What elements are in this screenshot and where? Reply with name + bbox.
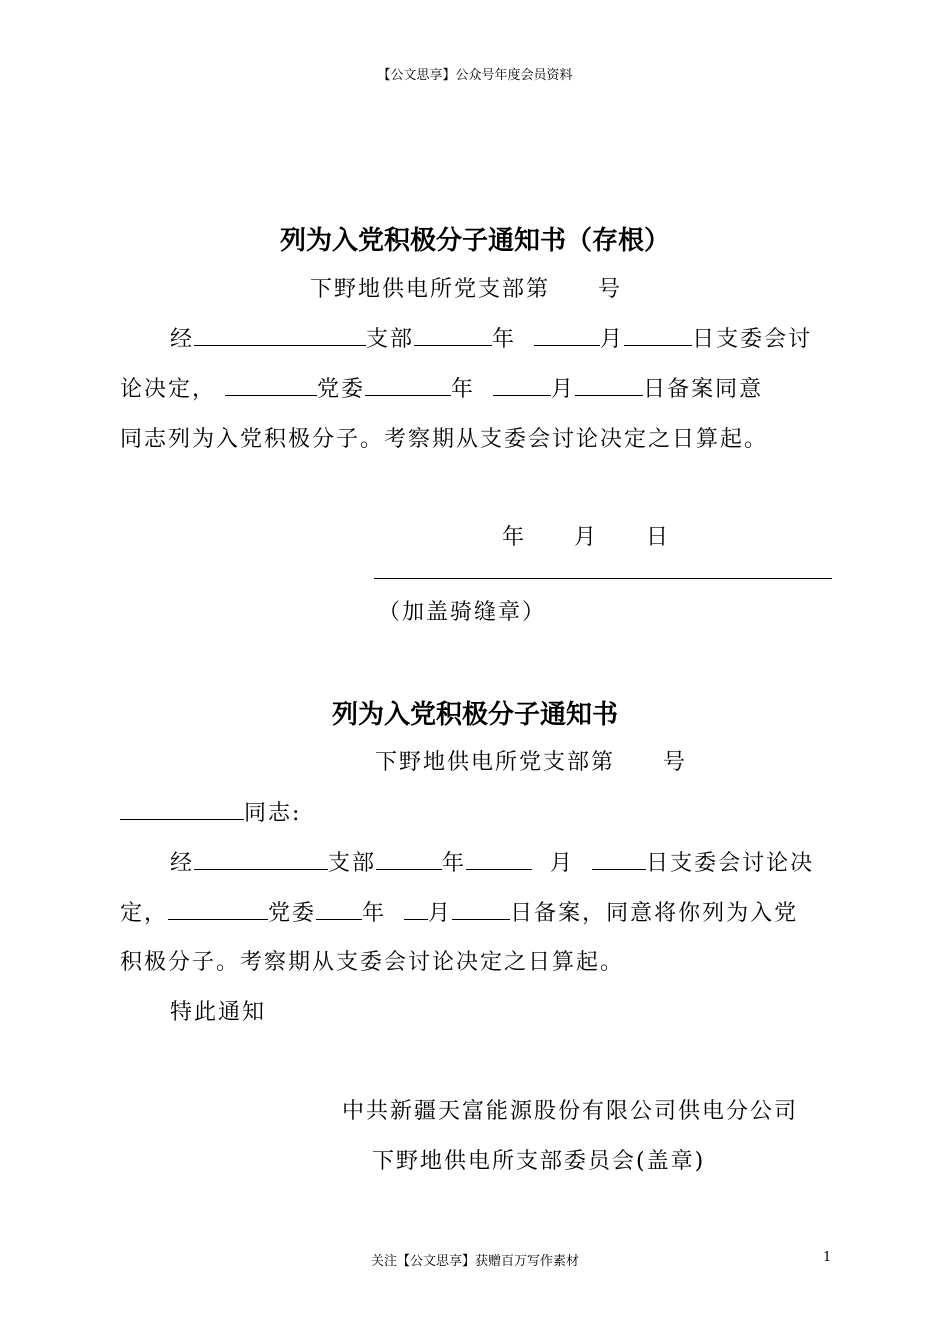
day-blank [452, 899, 510, 920]
notice-line-1 [170, 846, 814, 877]
notice-salutation: 同志: [244, 801, 302, 826]
notice-l1-a: 经 [170, 851, 195, 876]
month-blank [493, 375, 551, 396]
stub-l1-a: 经 [170, 327, 195, 352]
stub-line-2 [120, 372, 763, 403]
month-blank [466, 849, 532, 870]
stub-title: 列为入党积极分子通知书（存根） [279, 226, 670, 256]
page-footer: 关注【公文思享】获赠百万写作素材 [370, 1254, 579, 1269]
month-blank [404, 899, 428, 920]
notice-l2-b: 党委 [268, 901, 317, 926]
notice-l1-e: 日支委会讨论决 [646, 851, 815, 876]
notice-l2-a: 定， [120, 901, 169, 926]
notice-line-3: 积极分子。考察期从支委会讨论决定之日算起。 [120, 950, 625, 975]
notice-l1-d: 月 [550, 851, 575, 876]
branch-blank [194, 325, 366, 346]
notice-salutation-line [120, 796, 301, 827]
stub-date: 年 月 日 [502, 525, 671, 550]
stub-l2-c: 年 [451, 377, 476, 402]
notice-title: 列为入党积极分子通知书 [331, 700, 618, 730]
stub-number-line: 下野地供电所党支部第 号 [310, 277, 623, 302]
year-blank [365, 375, 451, 396]
notice-l2-c: 年 [362, 901, 387, 926]
notice-org-1: 中共新疆天富能源股份有限公司供电分公司 [342, 1099, 799, 1124]
day-blank [624, 325, 692, 346]
notice-l1-b: 支部 [328, 851, 377, 876]
stub-l1-e: 日支委会讨 [692, 327, 813, 352]
notice-l1-c: 年 [442, 851, 467, 876]
notice-org-2: 下野地供电所支部委员会(盖章) [372, 1149, 706, 1174]
name-blank [120, 799, 244, 820]
year-blank [414, 325, 492, 346]
page-number: 1 [823, 1250, 832, 1265]
day-blank [592, 849, 646, 870]
year-blank [376, 849, 442, 870]
stub-seal-note: （加盖骑缝章） [378, 600, 547, 625]
name-blank [168, 899, 268, 920]
signature-line [374, 578, 832, 579]
stub-l1-b: 支部 [366, 327, 415, 352]
notice-l2-d: 月 [428, 901, 453, 926]
notice-number-line: 下野地供电所党支部第 号 [375, 750, 688, 775]
stub-l1-d: 月 [600, 327, 625, 352]
year-blank [316, 899, 362, 920]
stub-l2-a: 论决定， [120, 377, 217, 402]
stub-l2-b: 党委 [317, 377, 366, 402]
notice-l2-e: 日备案，同意将你列为入党 [510, 901, 799, 926]
name-blank [225, 375, 317, 396]
stub-l2-e: 日备案同意 [643, 377, 764, 402]
stub-l2-d: 月 [551, 377, 576, 402]
stub-l1-c: 年 [492, 327, 517, 352]
stub-line-3: 同志列为入党积极分子。考察期从支委会讨论决定之日算起。 [120, 427, 769, 452]
page-header: 【公文思享】公众号年度会员资料 [377, 68, 573, 83]
branch-blank [194, 849, 328, 870]
month-blank [534, 325, 600, 346]
notice-line-2 [120, 896, 798, 927]
day-blank [575, 375, 643, 396]
notice-closing: 特此通知 [170, 1000, 267, 1025]
stub-line-1 [170, 322, 812, 353]
